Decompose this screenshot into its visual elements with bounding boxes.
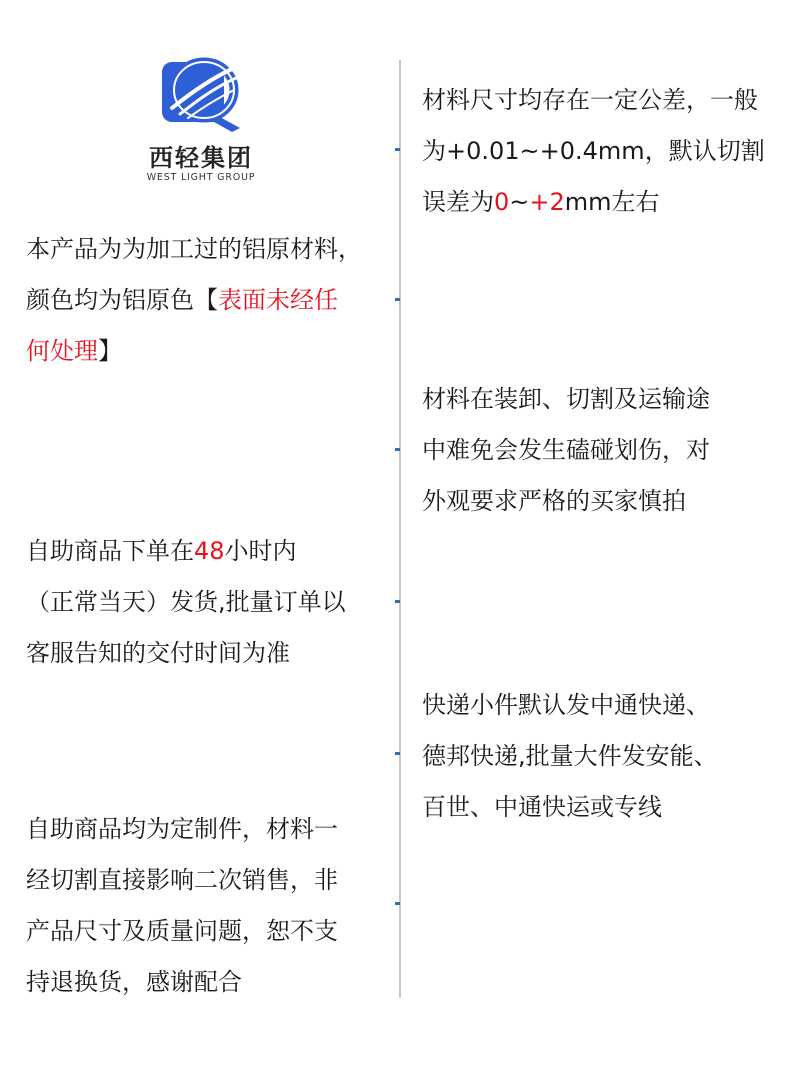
tolerance-text: 误差为 <box>422 188 494 216</box>
timeline-divider <box>399 60 401 998</box>
courier-line: 百世、中通快运或专线 <box>422 793 662 821</box>
shipping-text: 小时内 <box>224 537 297 565</box>
tolerance-highlight: +2 <box>529 188 565 216</box>
shipping-highlight: 48 <box>194 537 225 565</box>
shipping-text: 自助商品下单在 <box>26 537 194 565</box>
tolerance-line <box>422 177 792 228</box>
returns-note <box>26 804 394 1008</box>
timeline-tick <box>395 752 400 755</box>
returns-line: 产品尺寸及质量问题，恕不支 <box>26 917 338 945</box>
surface-highlight: 表面未经任 <box>218 286 338 314</box>
transport-line: 外观要求严格的买家慎拍 <box>422 487 686 515</box>
tolerance-text: mm左右 <box>564 188 660 216</box>
west-light-logo-mark-icon <box>162 56 242 134</box>
surface-text: 】 <box>98 337 122 365</box>
returns-line: 经切割直接影响二次销售，非 <box>26 866 338 894</box>
surface-text: 颜色均为铝原色【 <box>26 286 218 314</box>
surface-line <box>26 275 394 326</box>
tolerance-highlight: 0 <box>494 188 510 216</box>
timeline-tick <box>395 148 400 151</box>
transport-line: 材料在装卸、切割及运输途 <box>422 385 710 413</box>
timeline-tick <box>395 902 400 905</box>
surface-note <box>26 224 394 377</box>
logo-name: 西轻集团 <box>149 144 253 172</box>
tolerance-line: 材料尺寸均存在一定公差，一般 <box>422 86 758 114</box>
company-logo <box>136 56 266 186</box>
tolerance-text: ~ <box>509 188 530 216</box>
returns-line: 自助商品均为定制件，材料一 <box>26 815 338 843</box>
surface-line <box>26 326 394 377</box>
courier-note <box>422 680 792 833</box>
tolerance-line: 为+0.01~+0.4mm，默认切割 <box>422 137 765 165</box>
transport-note <box>422 374 792 527</box>
courier-line: 德邦快递,批量大件发安能、 <box>422 742 718 770</box>
returns-line: 持退换货，感谢配合 <box>26 968 242 996</box>
shipping-line <box>26 526 394 577</box>
transport-line: 中难免会发生磕碰划伤，对 <box>422 436 710 464</box>
timeline-tick <box>395 298 400 301</box>
timeline-tick <box>395 600 400 603</box>
shipping-line: （正常当天）发货,批量订单以 <box>26 588 346 616</box>
tolerance-note <box>422 75 792 228</box>
timeline-tick <box>395 448 400 451</box>
logo-subtitle: WEST LIGHT GROUP <box>146 172 256 183</box>
shipping-line: 客服告知的交付时间为准 <box>26 639 290 667</box>
surface-highlight: 何处理 <box>26 337 98 365</box>
shipping-note <box>26 526 394 679</box>
surface-line: 本产品为为加工过的铝原材料， <box>26 235 362 263</box>
courier-line: 快递小件默认发中通快递、 <box>422 691 710 719</box>
